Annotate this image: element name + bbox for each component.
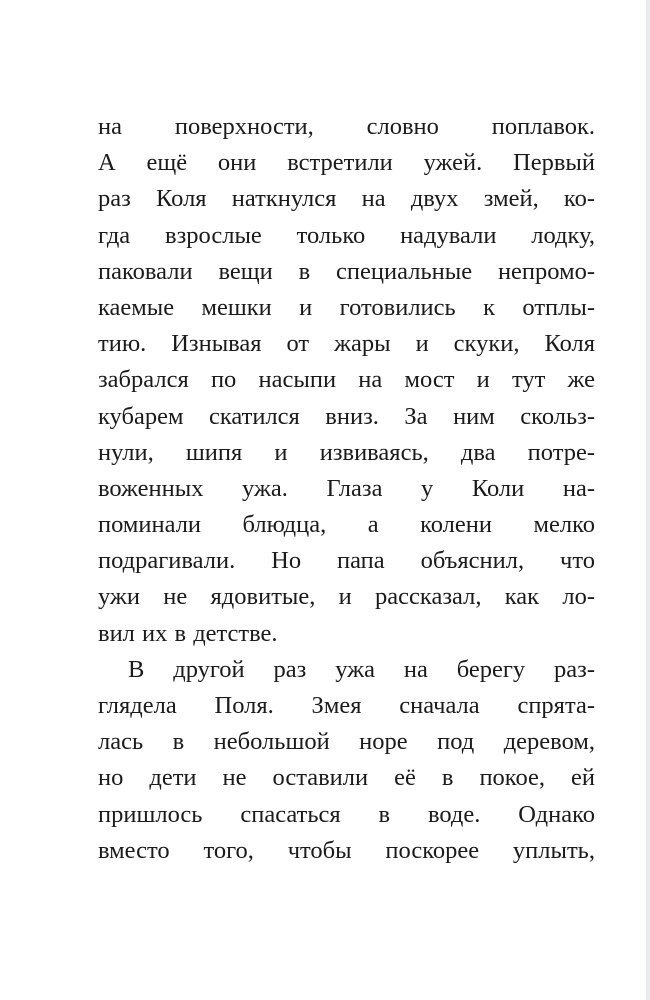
text-line: пришлось спасаться в воде. Однако <box>98 800 595 828</box>
text-line: воженных ужа. Глаза у Коли на- <box>98 474 595 502</box>
text-line: ужи не ядовитые, и рассказал, как ло- <box>98 583 595 611</box>
text-line: раз Коля наткнулся на двух змей, ко- <box>98 185 595 213</box>
text-line: гда взрослые только надували лодку, <box>98 221 595 249</box>
text-line: лась в небольшой норе под деревом, <box>98 728 595 756</box>
text-line: глядела Поля. Змея сначала спрята- <box>98 692 595 719</box>
text-line: поминали блюдца, а колени мелко <box>98 511 595 539</box>
text-line: забрался по насыпи на мост и тут же <box>98 366 595 394</box>
text-line: нули, шипя и извиваясь, два потре- <box>98 438 595 466</box>
text-line: но дети не оставили её в покое, ей <box>98 764 595 792</box>
paragraph-start-line: В другой раз ужа на берегу раз- <box>128 655 595 683</box>
text-body <box>98 109 595 869</box>
page-edge <box>646 0 650 1000</box>
text-line: на поверхности, словно поплавок. <box>98 113 595 140</box>
text-line: тию. Изнывая от жары и скуки, Коля <box>98 330 595 358</box>
text-line: А ещё они встретили ужей. Первый <box>98 149 595 177</box>
text-line: подрагивали. Но папа объяснил, что <box>98 547 595 575</box>
text-line: кубарем скатился вниз. За ним скольз- <box>98 402 595 430</box>
text-line: вместо того, чтобы поскорее уплыть, <box>98 836 595 864</box>
text-line: паковали вещи в специальные непромо- <box>98 257 595 285</box>
text-line: каемые мешки и готовились к отплы- <box>98 293 595 321</box>
paragraph-end-line: вил их в детстве. <box>98 619 278 647</box>
